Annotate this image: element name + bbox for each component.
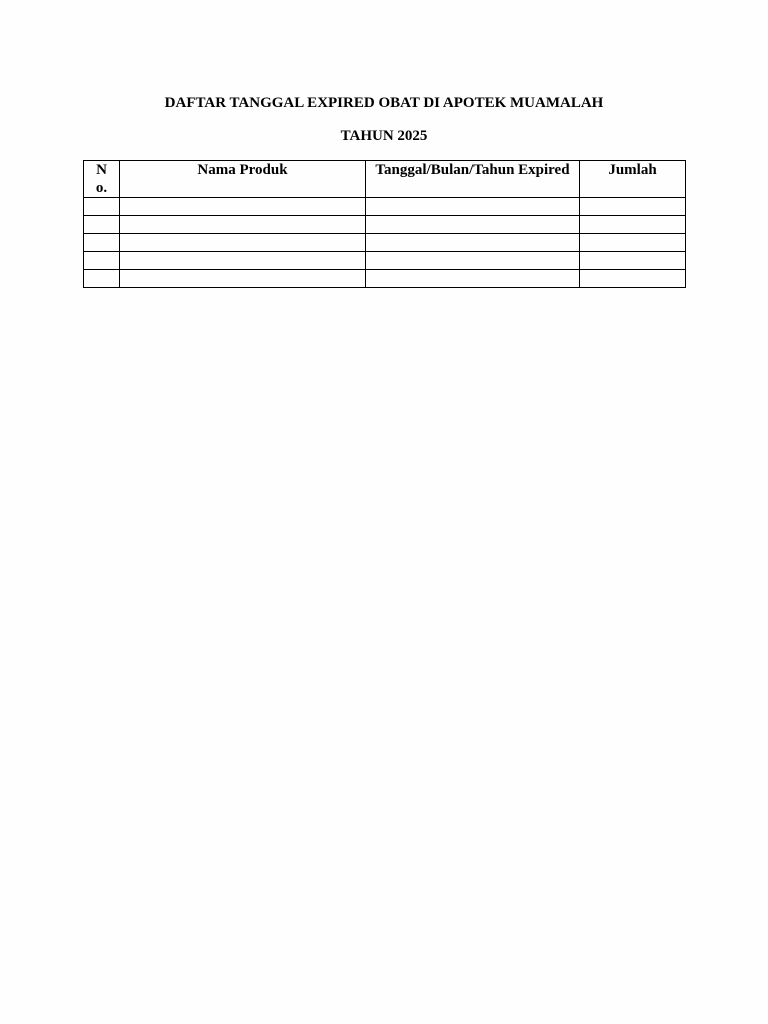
- cell-nama-produk: [120, 198, 366, 216]
- cell-jumlah: [580, 216, 686, 234]
- cell-no: [84, 270, 120, 288]
- header-nama-produk: Nama Produk: [120, 161, 366, 198]
- cell-tanggal-expired: [366, 270, 580, 288]
- cell-jumlah: [580, 198, 686, 216]
- cell-jumlah: [580, 252, 686, 270]
- table-row: [84, 270, 686, 288]
- cell-nama-produk: [120, 270, 366, 288]
- cell-no: [84, 216, 120, 234]
- cell-no: [84, 252, 120, 270]
- table-header-row: [84, 161, 686, 198]
- header-jumlah: Jumlah: [580, 161, 686, 198]
- cell-tanggal-expired: [366, 252, 580, 270]
- table-row: [84, 216, 686, 234]
- document-title: DAFTAR TANGGAL EXPIRED OBAT DI APOTEK MUAMALAH: [164, 95, 604, 111]
- document-subtitle: TAHUN 2025: [340, 128, 428, 144]
- table-row: [84, 198, 686, 216]
- cell-nama-produk: [120, 216, 366, 234]
- cell-nama-produk: [120, 234, 366, 252]
- cell-no: [84, 234, 120, 252]
- header-tanggal-expired: Tanggal/Bulan/Tahun Expired: [366, 161, 580, 198]
- table-row: [84, 252, 686, 270]
- cell-nama-produk: [120, 252, 366, 270]
- cell-jumlah: [580, 234, 686, 252]
- cell-no: [84, 198, 120, 216]
- cell-jumlah: [580, 270, 686, 288]
- table-row: [84, 234, 686, 252]
- expired-medicine-table: [83, 160, 686, 288]
- cell-tanggal-expired: [366, 234, 580, 252]
- header-no-label: No.: [95, 162, 108, 196]
- cell-tanggal-expired: [366, 198, 580, 216]
- header-no: [84, 161, 120, 198]
- cell-tanggal-expired: [366, 216, 580, 234]
